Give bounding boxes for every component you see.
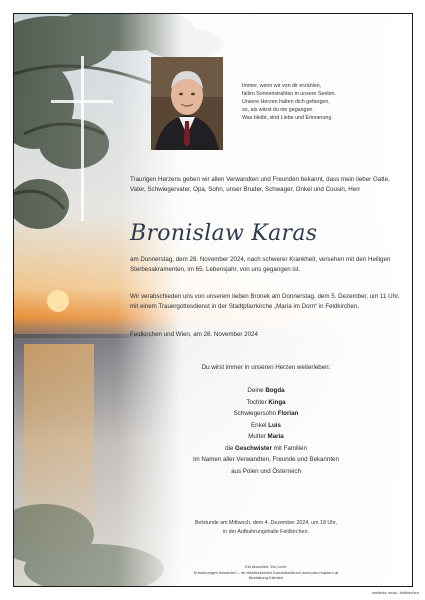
cross-horizontal	[51, 100, 113, 103]
mourner-line: Enkel Luis	[251, 421, 281, 429]
heart-line: Du wirst immer in unseren Herzen weiterleben:	[201, 364, 331, 371]
portrait-photo	[151, 57, 223, 150]
deceased-name: Bronislaw Karas	[130, 221, 318, 246]
mourner-line: die Geschwister mit Familien	[225, 444, 307, 452]
mourner-line: Mutter Maria	[248, 433, 284, 440]
mourner-line: Tochter Kinga	[246, 398, 286, 406]
footer: Ein Abschied. Ein Licht. Erinnerungen bewahren – im elektronischen Kondolenzbuch www.pax-requiem.at Bestattung Kärnten	[193, 564, 339, 581]
farewell-notice: Wir verabschieden uns von unserem lieben Bronek am Donnerstag, dem 5. Dezember, um 11 Uhr, mit einem Trauergottesdienst in der Stadtpfarrkirche „Maria im Dorn“ in Feldkirchen.	[130, 293, 400, 310]
death-notice: am Donnerstag, dem 28. November 2024, nach schwerer Krankheit, versehen mit den Heiligen Sterbesakramenten, im 65. Lebensjahr, von uns gegangen ist.	[130, 256, 391, 273]
cross-vertical	[81, 56, 84, 221]
mourners-list	[130, 385, 402, 477]
poem-line: so, als wärst du nie gegangen.	[242, 107, 314, 113]
poem	[242, 82, 394, 122]
poem-line: fallen Sonnenstrahlen in unsere Seelen.	[242, 91, 336, 97]
obituary-card	[13, 13, 413, 587]
mourner-line: Deine Bogda	[247, 387, 285, 394]
mourner-line: aus Polen und Österreich	[231, 467, 301, 475]
announcement-intro: Traurigen Herzens geben wir allen Verwandten und Freunden bekannt, dass mein lieber Gatte, Vater, Schwiegervater, Opa, Sohn, unser Bruder, Schwager, Onkel und Cousin, Herr	[130, 176, 390, 193]
mourner-line: Schwiegersohn Florian	[233, 410, 299, 417]
printer-credit: multimia druck, feldkirchen	[371, 590, 419, 595]
poem-line: Immer, wenn wir von dir erzählen,	[242, 83, 322, 89]
place-date: Feldkirchen und Wien, am 28. November 2024	[130, 331, 258, 338]
prayer-info: Betstunde am Mittwoch, dem 4. Dezember 2024, um 18 Uhr, in der Aufbahrungshalle Feldkirchen.	[194, 520, 338, 535]
poem-line: Unsere Herzen halten dich gefangen,	[242, 99, 330, 105]
poem-line: Was bleibt, sind Liebe und Erinnerung.	[242, 115, 333, 121]
mourner-line: im Namen aller Verwandten, Freunde und Bekannten	[193, 456, 339, 463]
